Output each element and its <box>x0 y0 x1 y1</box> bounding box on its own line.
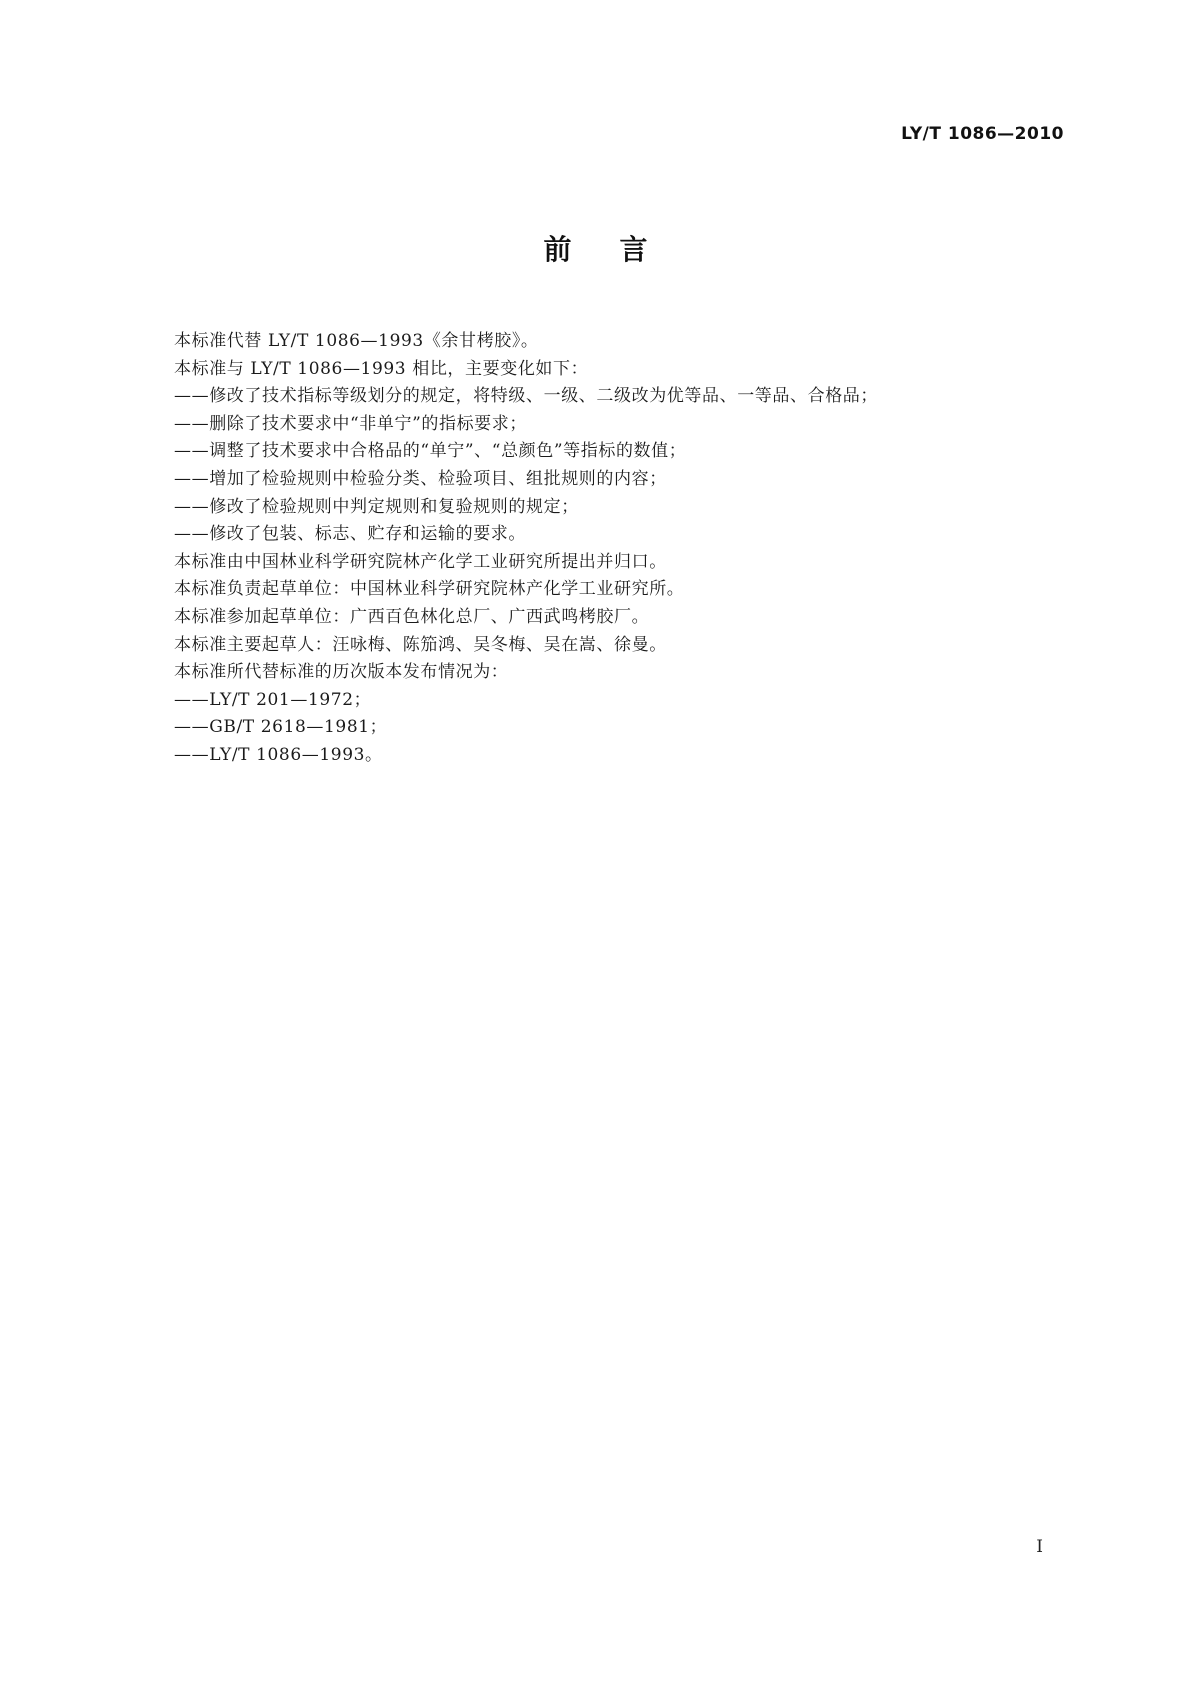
title-char-1: 前 <box>543 233 572 266</box>
paragraph-line: 本标准所代替标准的历次版本发布情况为： <box>174 662 509 683</box>
foreword-body <box>174 328 1054 770</box>
list-item: ——修改了技术指标等级划分的规定，将特级、一级、二级改为优等品、一等品、合格品； <box>174 386 878 407</box>
paragraph-line: 本标准主要起草人：汪咏梅、陈笳鸿、吴冬梅、吴在嵩、徐曼。 <box>174 634 667 655</box>
list-item: ——LY/T 1086—1993。 <box>174 744 383 765</box>
list-item: ——LY/T 201—1972； <box>174 689 372 710</box>
list-item: ——调整了技术要求中合格品的“单宁”、“总颜色”等指标的数值； <box>174 441 687 462</box>
list-item: ——修改了检验规则中判定规则和复验规则的规定； <box>174 496 579 517</box>
paragraph-line: 本标准代替 LY/T 1086—1993《余甘栲胶》。 <box>174 331 539 351</box>
paragraph-line: 本标准与 LY/T 1086—1993 相比，主要变化如下： <box>174 358 589 379</box>
list-item: ——删除了技术要求中“非单宁”的指标要求； <box>174 413 527 434</box>
standard-code-header: LY/T 1086—2010 <box>901 124 1064 144</box>
page-title <box>0 228 1191 268</box>
list-item: ——增加了检验规则中检验分类、检验项目、组批规则的内容； <box>174 468 667 489</box>
page-number: I <box>1036 1537 1043 1557</box>
paragraph-line: 本标准参加起草单位：广西百色林化总厂、广西武鸣栲胶厂。 <box>174 606 650 627</box>
paragraph-line: 本标准负责起草单位：中国林业科学研究院林产化学工业研究所。 <box>174 579 685 600</box>
paragraph-line: 本标准由中国林业科学研究院林产化学工业研究所提出并归口。 <box>174 551 667 572</box>
list-item: ——修改了包装、标志、贮存和运输的要求。 <box>174 524 526 545</box>
list-item: ——GB/T 2618—1981； <box>174 717 388 738</box>
title-char-2: 言 <box>619 233 648 266</box>
